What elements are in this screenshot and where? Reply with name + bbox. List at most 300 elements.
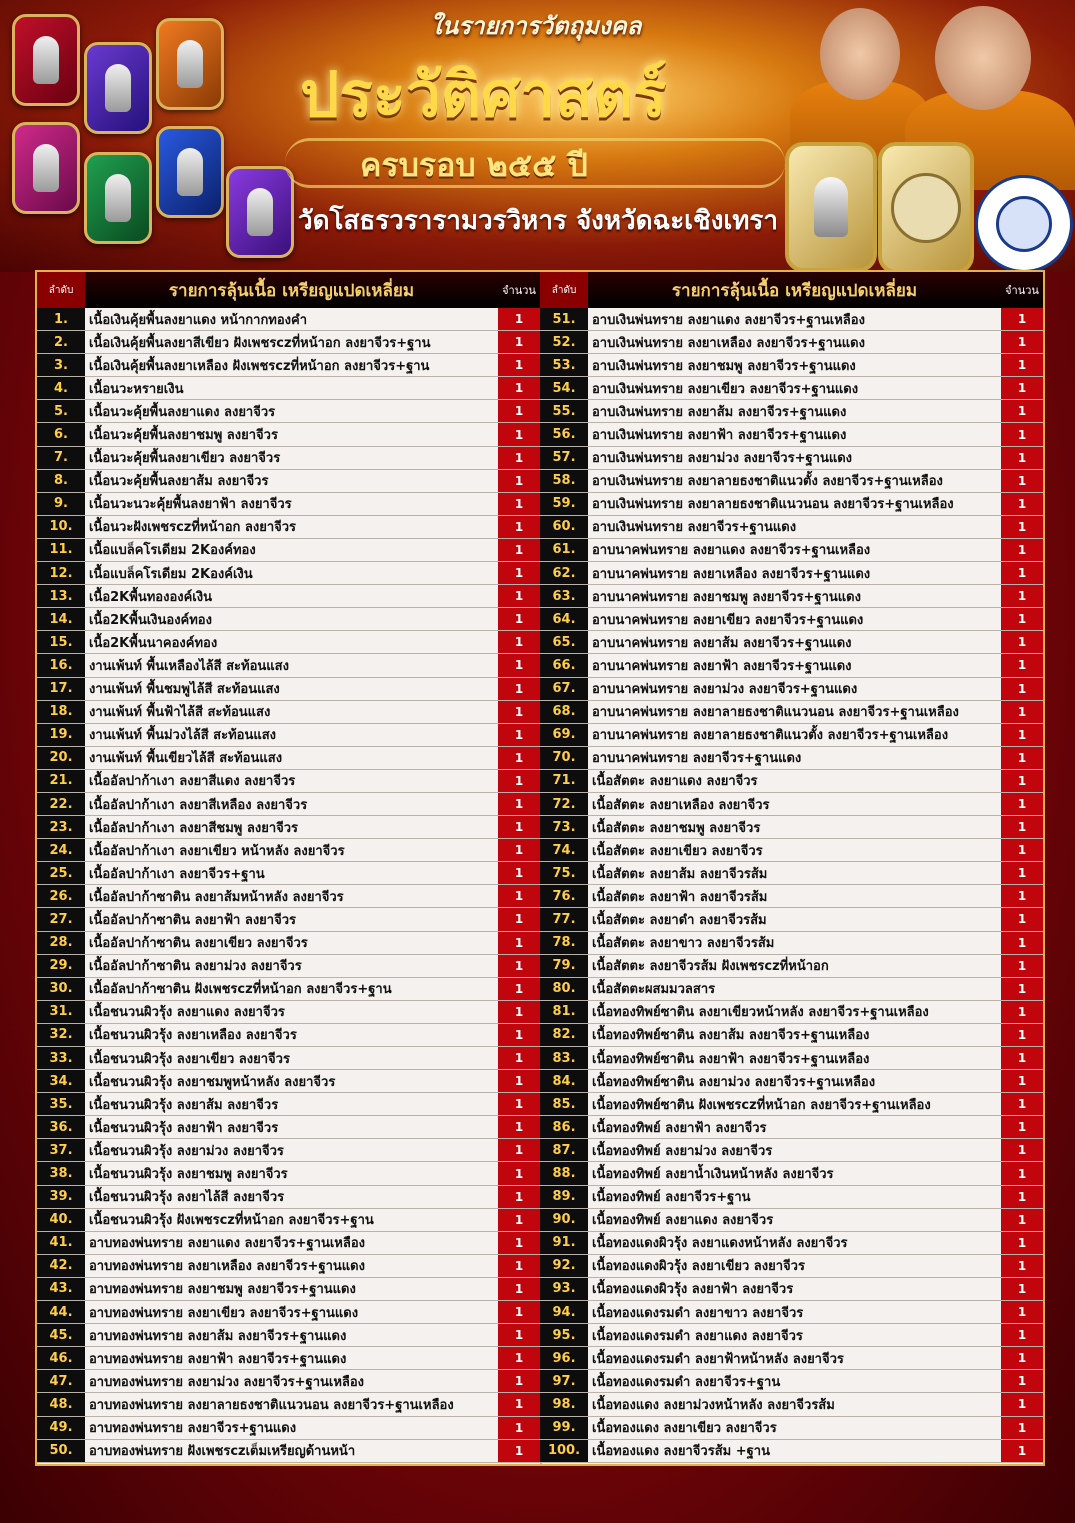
row-number: 43.: [37, 1278, 85, 1300]
row-number: 44.: [37, 1301, 85, 1323]
row-item-name: เนื้อ2Kพื้นทององค์เงิน: [89, 589, 212, 605]
table-row: [37, 400, 540, 423]
row-item-name: เนื้อสัตตะ ลงยาแดง ลงยาจีวร: [592, 774, 758, 790]
row-number: 15.: [37, 631, 85, 653]
row-quantity: 1: [1001, 447, 1043, 469]
row-quantity: 1: [498, 1024, 540, 1046]
row-quantity: 1: [1001, 793, 1043, 815]
row-number: 31.: [37, 1001, 85, 1023]
row-number: 50.: [37, 1440, 85, 1462]
row-item-name: เนื้อ2Kพื้นเงินองค์ทอง: [89, 612, 212, 628]
row-number: 20.: [37, 747, 85, 769]
row-number: 14.: [37, 608, 85, 630]
row-quantity: 1: [498, 1093, 540, 1115]
table-row: [37, 1370, 540, 1393]
row-number: 34.: [37, 1070, 85, 1092]
table-left-column: [37, 272, 540, 1464]
row-number: 57.: [540, 447, 588, 469]
row-quantity: 1: [1001, 562, 1043, 584]
row-number: 85.: [540, 1093, 588, 1115]
row-quantity: 1: [1001, 1301, 1043, 1323]
row-item-name: เนื้อทองแดง ลงยาจีวรส้ม +ฐาน: [592, 1444, 770, 1460]
row-quantity: 1: [498, 793, 540, 815]
row-number: 28.: [37, 932, 85, 954]
row-quantity: 1: [498, 1070, 540, 1092]
row-quantity: 1: [1001, 1209, 1043, 1231]
row-number: 16.: [37, 654, 85, 676]
row-item-name: เนื้อชนวนผิวรุ้ง ลงยาม่วง ลงยาจีวร: [89, 1143, 284, 1159]
table-row: [37, 1162, 540, 1185]
row-item-name: เนื้อสัตตะ ลงยาจีวรส้ม ฝังเพชรczที่หน้าอก: [592, 959, 829, 975]
amulet-purple: [84, 42, 152, 134]
table-row: [37, 908, 540, 931]
row-item-name: เนื้อชนวนผิวรุ้ง ลงยาเหลือง ลงยาจีวร: [89, 1028, 297, 1044]
table-row: [540, 1278, 1043, 1301]
row-item-name: เนื้อสัตตะ ลงยาดำ ลงยาจีวรส้ม: [592, 912, 767, 928]
row-item-name: เนื้ออัลปาก้าซาติน ลงยาม่วง ลงยาจีวร: [89, 959, 302, 975]
row-item-name: เนื้อชนวนผิวรุ้ง ลงยาแดง ลงยาจีวร: [89, 1005, 285, 1021]
row-item-name: เนื้อสัตตะ ลงยาขาว ลงยาจีวรส้ม: [592, 936, 775, 952]
row-item-name: เนื้อทองทิพย์ซาติน ลงยาส้ม ลงยาจีวร+ฐานเหลือง: [592, 1028, 870, 1044]
row-quantity: 1: [498, 1255, 540, 1277]
row-item-name: เนื้อชนวนผิวรุ้ง ลงยาเขียว ลงยาจีวร: [89, 1051, 290, 1067]
table-row: [37, 1116, 540, 1139]
row-number: 8.: [37, 470, 85, 492]
row-quantity: 1: [498, 1162, 540, 1184]
row-number: 77.: [540, 908, 588, 930]
row-quantity: 1: [1001, 1186, 1043, 1208]
row-number: 30.: [37, 978, 85, 1000]
table-row: [540, 1162, 1043, 1185]
row-quantity: 1: [498, 331, 540, 353]
table-row: [37, 654, 540, 677]
row-number: 33.: [37, 1047, 85, 1069]
row-quantity: 1: [1001, 862, 1043, 884]
row-number: 23.: [37, 816, 85, 838]
table-row: [37, 839, 540, 862]
row-item-name: อาบนาคพ่นทราย ลงยาชมพู ลงยาจีวร+ฐานแดง: [592, 589, 861, 605]
table-row: [540, 1209, 1043, 1232]
table-row: [540, 1440, 1043, 1463]
table-row: [540, 1370, 1043, 1393]
row-number: 64.: [540, 608, 588, 630]
row-quantity: 1: [498, 747, 540, 769]
table-row: [540, 1186, 1043, 1209]
row-item-name: อาบเงินพ่นทราย ลงยาลายธงชาติแนวตั้ง ลงยาจีวร+ฐานเหลือง: [592, 474, 943, 490]
row-quantity: 1: [1001, 1393, 1043, 1415]
table-rows-left: [37, 308, 540, 1463]
row-item-name: งานเพ้นท์ พื้นเขียวไล้สี สะท้อนแสง: [89, 751, 283, 767]
row-quantity: 1: [1001, 377, 1043, 399]
table-header: [37, 272, 540, 308]
row-item-name: เนื้อสัตตะ ลงยาฟ้า ลงยาจีวรส้ม: [592, 889, 768, 905]
row-quantity: 1: [1001, 631, 1043, 653]
table-header: [540, 272, 1043, 308]
row-item-name: เนื้อชนวนผิวรุ้ง ลงยาชมพูหน้าหลัง ลงยาจีวร: [89, 1074, 336, 1090]
row-number: 22.: [37, 793, 85, 815]
table-row: [540, 678, 1043, 701]
row-quantity: 1: [498, 839, 540, 861]
row-item-name: เนื้อนวะคุ้ยพื้นลงยาแดง ลงยาจีวร: [89, 404, 276, 420]
row-number: 80.: [540, 978, 588, 1000]
table-row: [37, 539, 540, 562]
row-number: 62.: [540, 562, 588, 584]
row-item-name: เนื้อสัตตะ ลงยาชมพู ลงยาจีวร: [592, 820, 761, 836]
table-row: [540, 631, 1043, 654]
row-number: 25.: [37, 862, 85, 884]
row-number: 45.: [37, 1324, 85, 1346]
row-item-name: เนื้อนวะคุ้ยพื้นลงยาชมพู ลงยาจีวร: [89, 428, 278, 444]
row-item-name: เนื้อสัตตะผสมมวลสาร: [592, 982, 716, 998]
row-number: 1.: [37, 308, 85, 330]
row-number: 11.: [37, 539, 85, 561]
row-number: 49.: [37, 1417, 85, 1439]
row-number: 96.: [540, 1347, 588, 1369]
row-item-name: เนื้อเงินคุ้ยพื้นลงยาสีเขียว ฝังเพชรczที่หน้าอก ลงยาจีวร+ฐาน: [89, 335, 431, 351]
row-item-name: เนื้ออัลปาก้าเงา ลงยาสีแดง ลงยาจีวร: [89, 774, 296, 790]
row-quantity: 1: [1001, 978, 1043, 1000]
row-item-name: เนื้อแบล็คโรเดียม 2Kองค์ทอง: [89, 543, 256, 559]
row-item-name: อาบนาคพ่นทราย ลงยาเหลือง ลงยาจีวร+ฐานแดง: [592, 566, 871, 582]
row-quantity: 1: [1001, 1024, 1043, 1046]
table-row: [540, 1301, 1043, 1324]
amulet-coin-front: [785, 142, 877, 272]
row-number: 9.: [37, 493, 85, 515]
row-item-name: อาบนาคพ่นทราย ลงยาส้ม ลงยาจีวร+ฐานแดง: [592, 635, 852, 651]
row-item-name: เนื้อทองแดงรมดำ ลงยาแดง ลงยาจีวร: [592, 1328, 803, 1344]
row-quantity: 1: [1001, 724, 1043, 746]
header-qty: จำนวน: [1005, 284, 1039, 297]
row-number: 88.: [540, 1162, 588, 1184]
row-item-name: เนื้อชนวนผิวรุ้ง ลงยาชมพู ลงยาจีวร: [89, 1167, 288, 1183]
temple-name: วัดโสธรวรารามวรวิหาร จังหวัดฉะเชิงเทรา: [298, 206, 778, 236]
amulet-orange: [156, 18, 224, 110]
row-number: 74.: [540, 839, 588, 861]
row-quantity: 1: [498, 308, 540, 330]
table-row: [540, 1047, 1043, 1070]
row-item-name: เนื้ออัลปาก้าเงา ลงยาสีชมพู ลงยาจีวร: [89, 820, 299, 836]
table-row: [37, 1417, 540, 1440]
table-row: [37, 955, 540, 978]
table-row: [37, 678, 540, 701]
table-row: [540, 955, 1043, 978]
row-item-name: เนื้ออัลปาก้าเงา ลงยาจีวร+ฐาน: [89, 866, 265, 882]
row-item-name: อาบทองพ่นทราย ลงยาส้ม ลงยาจีวร+ฐานแดง: [89, 1328, 347, 1344]
row-number: 17.: [37, 678, 85, 700]
table-row: [540, 331, 1043, 354]
row-number: 94.: [540, 1301, 588, 1323]
row-quantity: 1: [498, 724, 540, 746]
row-number: 32.: [37, 1024, 85, 1046]
row-quantity: 1: [1001, 539, 1043, 561]
row-number: 35.: [37, 1093, 85, 1115]
row-quantity: 1: [1001, 654, 1043, 676]
table-row: [37, 1440, 540, 1463]
row-quantity: 1: [1001, 1370, 1043, 1392]
row-item-name: เนื้อชนวนผิวรุ้ง ฝังเพชรczที่หน้าอก ลงยาจีวร+ฐาน: [89, 1213, 374, 1229]
row-quantity: 1: [498, 1324, 540, 1346]
row-number: 21.: [37, 770, 85, 792]
amulet-coin-back: [878, 142, 974, 272]
row-number: 61.: [540, 539, 588, 561]
row-number: 66.: [540, 654, 588, 676]
row-number: 91.: [540, 1232, 588, 1254]
row-number: 41.: [37, 1232, 85, 1254]
table-row: [540, 1347, 1043, 1370]
row-number: 37.: [37, 1139, 85, 1161]
table-row: [37, 1001, 540, 1024]
row-quantity: 1: [498, 585, 540, 607]
header-name: รายการลุ้นเนื้อ เหรียญแปดเหลี่ยม: [671, 280, 918, 301]
table-row: [540, 377, 1043, 400]
row-item-name: อาบเงินพ่นทราย ลงยาม่วง ลงยาจีวร+ฐานแดง: [592, 451, 853, 467]
row-quantity: 1: [498, 377, 540, 399]
table-row: [37, 1024, 540, 1047]
row-item-name: อาบเงินพ่นทราย ลงยาชมพู ลงยาจีวร+ฐานแดง: [592, 358, 856, 374]
amulet-pink: [12, 122, 80, 214]
row-number: 76.: [540, 885, 588, 907]
row-number: 60.: [540, 516, 588, 538]
row-quantity: 1: [498, 1047, 540, 1069]
row-item-name: อาบนาคพ่นทราย ลงยาม่วง ลงยาจีวร+ฐานแดง: [592, 682, 858, 698]
table-row: [37, 793, 540, 816]
row-quantity: 1: [498, 1139, 540, 1161]
row-number: 90.: [540, 1209, 588, 1231]
table-row: [540, 839, 1043, 862]
row-quantity: 1: [498, 654, 540, 676]
row-quantity: 1: [498, 354, 540, 376]
row-quantity: 1: [1001, 1440, 1043, 1462]
row-number: 52.: [540, 331, 588, 353]
subtitle-top: ในรายการวัตถุมงคล: [430, 11, 642, 40]
table-row: [37, 1324, 540, 1347]
row-item-name: เนื้อทองทิพย์ซาติน ลงยาฟ้า ลงยาจีวร+ฐานเหลือง: [592, 1051, 870, 1067]
table-row: [37, 1278, 540, 1301]
row-item-name: เนื้อนวะฝังเพชรczที่หน้าอก ลงยาจีวร: [89, 520, 297, 536]
table-row: [37, 1393, 540, 1416]
table-row: [37, 631, 540, 654]
row-number: 86.: [540, 1116, 588, 1138]
row-quantity: 1: [498, 955, 540, 977]
row-number: 69.: [540, 724, 588, 746]
row-quantity: 1: [498, 1393, 540, 1415]
row-item-name: เนื้อทองแดง ลงยาเขียว ลงยาจีวร: [592, 1421, 777, 1437]
table-row: [37, 770, 540, 793]
row-item-name: อาบเงินพ่นทราย ลงยาฟ้า ลงยาจีวร+ฐานแดง: [592, 428, 847, 444]
row-quantity: 1: [1001, 1139, 1043, 1161]
row-item-name: อาบนาคพ่นทราย ลงยาเขียว ลงยาจีวร+ฐานแดง: [592, 612, 864, 628]
row-quantity: 1: [1001, 308, 1043, 330]
table-row: [540, 654, 1043, 677]
row-item-name: เนื้อทองแดงผิวรุ้ง ลงยาแดงหน้าหลัง ลงยาจีวร: [592, 1236, 848, 1252]
row-number: 6.: [37, 423, 85, 445]
table-row: [37, 701, 540, 724]
row-item-name: เนื้อแบล็คโรเดียม 2Kองค์เงิน: [89, 566, 253, 582]
table-row: [540, 1393, 1043, 1416]
row-number: 58.: [540, 470, 588, 492]
table-row: [540, 1139, 1043, 1162]
table-row: [37, 1070, 540, 1093]
table-row: [540, 816, 1043, 839]
row-number: 87.: [540, 1139, 588, 1161]
table-row: [540, 701, 1043, 724]
table-row: [37, 816, 540, 839]
row-quantity: 1: [1001, 1347, 1043, 1369]
table-row: [540, 354, 1043, 377]
row-number: 71.: [540, 770, 588, 792]
row-quantity: 1: [1001, 816, 1043, 838]
row-item-name: เนื้อเงินคุ้ยพื้นลงยาแดง หน้ากากทองคำ: [89, 312, 308, 328]
row-item-name: เนื้อสัตตะ ลงยาเขียว ลงยาจีวร: [592, 843, 763, 859]
row-number: 68.: [540, 701, 588, 723]
anniversary-title: ครบรอบ ๒๕๕ ปี: [360, 146, 588, 184]
header-no: ลำดับ: [37, 272, 85, 308]
row-quantity: 1: [1001, 678, 1043, 700]
table-row: [540, 493, 1043, 516]
table-row: [540, 862, 1043, 885]
row-item-name: อาบเงินพ่นทราย ลงยาส้ม ลงยาจีวร+ฐานแดง: [592, 404, 847, 420]
amulet-blue: [156, 126, 224, 218]
row-quantity: 1: [498, 493, 540, 515]
table-row: [37, 493, 540, 516]
row-item-name: เนื้อเงินคุ้ยพื้นลงยาเหลือง ฝังเพชรczที่หน้าอก ลงยาจีวร+ฐาน: [89, 358, 430, 374]
row-number: 78.: [540, 932, 588, 954]
row-item-name: อาบนาคพ่นทราย ลงยาลายธงชาติแนวตั้ง ลงยาจีวร+ฐานเหลือง: [592, 728, 949, 744]
table-row: [37, 562, 540, 585]
row-quantity: 1: [1001, 423, 1043, 445]
row-item-name: อาบเงินพ่นทราย ลงยาลายธงชาติแนวนอน ลงยาจีวร+ฐานเหลือง: [592, 497, 954, 513]
row-number: 54.: [540, 377, 588, 399]
row-number: 79.: [540, 955, 588, 977]
table-row: [540, 1417, 1043, 1440]
table-row: [540, 1324, 1043, 1347]
row-number: 46.: [37, 1347, 85, 1369]
row-item-name: อาบทองพ่นทราย ลงยาชมพู ลงยาจีวร+ฐานแดง: [89, 1282, 356, 1298]
row-number: 70.: [540, 747, 588, 769]
temple-seal-icon: [975, 175, 1073, 272]
row-quantity: 1: [498, 1347, 540, 1369]
row-quantity: 1: [1001, 400, 1043, 422]
row-number: 51.: [540, 308, 588, 330]
row-number: 95.: [540, 1324, 588, 1346]
header-name: รายการลุ้นเนื้อ เหรียญแปดเหลี่ยม: [168, 280, 415, 301]
row-number: 65.: [540, 631, 588, 653]
row-item-name: เนื้ออัลปาก้าซาติน ลงยาส้มหน้าหลัง ลงยาจีวร: [89, 889, 344, 905]
row-item-name: เนื้อทองทิพย์ ลงยาฟ้า ลงยาจีวร: [592, 1120, 767, 1136]
row-item-name: อาบนาคพ่นทราย ลงยาฟ้า ลงยาจีวร+ฐานแดง: [592, 658, 852, 674]
row-quantity: 1: [1001, 1278, 1043, 1300]
row-quantity: 1: [498, 1278, 540, 1300]
row-quantity: 1: [498, 1301, 540, 1323]
row-item-name: อาบเงินพ่นทราย ลงยาเหลือง ลงยาจีวร+ฐานแดง: [592, 335, 865, 351]
table-row: [37, 724, 540, 747]
row-quantity: 1: [498, 816, 540, 838]
row-item-name: อาบนาคพ่นทราย ลงยาแดง ลงยาจีวร+ฐานเหลือง: [592, 543, 871, 559]
table-row: [540, 770, 1043, 793]
row-quantity: 1: [498, 1370, 540, 1392]
row-quantity: 1: [498, 678, 540, 700]
row-item-name: เนื้อทองทิพย์ซาติน ลงยาเขียวหน้าหลัง ลงยาจีวร+ฐานเหลือง: [592, 1005, 929, 1021]
row-quantity: 1: [498, 862, 540, 884]
row-quantity: 1: [498, 1209, 540, 1231]
table-row: [540, 516, 1043, 539]
row-item-name: เนื้อทองทิพย์ ลงยาแดง ลงยาจีวร: [592, 1213, 774, 1229]
header-qty: จำนวน: [502, 284, 536, 297]
table-row: [540, 793, 1043, 816]
row-number: 84.: [540, 1070, 588, 1092]
table-row: [37, 1255, 540, 1278]
row-number: 38.: [37, 1162, 85, 1184]
row-item-name: อาบทองพ่นทราย ลงยาลายธงชาติแนวนอน ลงยาจีวร+ฐานเหลือง: [89, 1397, 454, 1413]
table-row: [37, 1209, 540, 1232]
row-number: 40.: [37, 1209, 85, 1231]
table-row: [37, 516, 540, 539]
table-row: [37, 470, 540, 493]
table-row: [540, 562, 1043, 585]
table-row: [540, 1093, 1043, 1116]
row-item-name: อาบเงินพ่นทราย ลงยาแดง ลงยาจีวร+ฐานเหลือง: [592, 312, 865, 328]
table-row: [37, 308, 540, 331]
table-row: [540, 585, 1043, 608]
row-item-name: เนื้อทองแดง ลงยาม่วงหน้าหลัง ลงยาจีวรส้ม: [592, 1397, 835, 1413]
row-quantity: 1: [1001, 331, 1043, 353]
row-number: 19.: [37, 724, 85, 746]
table-row: [540, 1116, 1043, 1139]
row-item-name: อาบทองพ่นทราย ฝังเพชรczเต็มเหรียญด้านหน้า: [89, 1444, 356, 1460]
row-quantity: 1: [498, 701, 540, 723]
amulet-red: [12, 14, 80, 106]
row-item-name: เนื้อนวะนวะคุ้ยพื้นลงยาฟ้า ลงยาจีวร: [89, 497, 292, 513]
row-item-name: เนื้อ2Kพื้นนาคองค์ทอง: [89, 635, 218, 651]
row-quantity: 1: [1001, 839, 1043, 861]
table-row: [540, 539, 1043, 562]
row-quantity: 1: [1001, 885, 1043, 907]
row-quantity: 1: [498, 1440, 540, 1462]
row-number: 100.: [540, 1440, 588, 1462]
table-row: [540, 932, 1043, 955]
amulet-violet: [226, 166, 294, 258]
main-title: ประวัติศาสตร์: [300, 58, 667, 131]
row-item-name: เนื้อนวะหรายเงิน: [89, 381, 184, 397]
row-number: 48.: [37, 1393, 85, 1415]
row-item-name: เนื้อทองทิพย์ ลงยาม่วง ลงยาจีวร: [592, 1143, 773, 1159]
row-number: 2.: [37, 331, 85, 353]
row-item-name: อาบทองพ่นทราย ลงยาฟ้า ลงยาจีวร+ฐานแดง: [89, 1351, 347, 1367]
row-number: 82.: [540, 1024, 588, 1046]
table-row: [37, 331, 540, 354]
table-row: [540, 608, 1043, 631]
row-number: 93.: [540, 1278, 588, 1300]
row-quantity: 1: [498, 470, 540, 492]
row-quantity: 1: [498, 770, 540, 792]
row-quantity: 1: [1001, 747, 1043, 769]
table-row: [37, 885, 540, 908]
amulet-list-table: [35, 270, 1045, 1466]
row-item-name: เนื้ออัลปาก้าซาติน ลงยาฟ้า ลงยาจีวร: [89, 912, 297, 928]
table-row: [540, 908, 1043, 931]
table-row: [37, 1232, 540, 1255]
table-row: [540, 724, 1043, 747]
row-number: 3.: [37, 354, 85, 376]
row-number: 13.: [37, 585, 85, 607]
row-number: 5.: [37, 400, 85, 422]
row-number: 12.: [37, 562, 85, 584]
table-row: [37, 1186, 540, 1209]
table-row: [37, 377, 540, 400]
row-number: 56.: [540, 423, 588, 445]
table-row: [37, 354, 540, 377]
row-item-name: เนื้อทองทิพย์ซาติน ฝังเพชรczที่หน้าอก ลงยาจีวร+ฐานเหลือง: [592, 1097, 931, 1113]
